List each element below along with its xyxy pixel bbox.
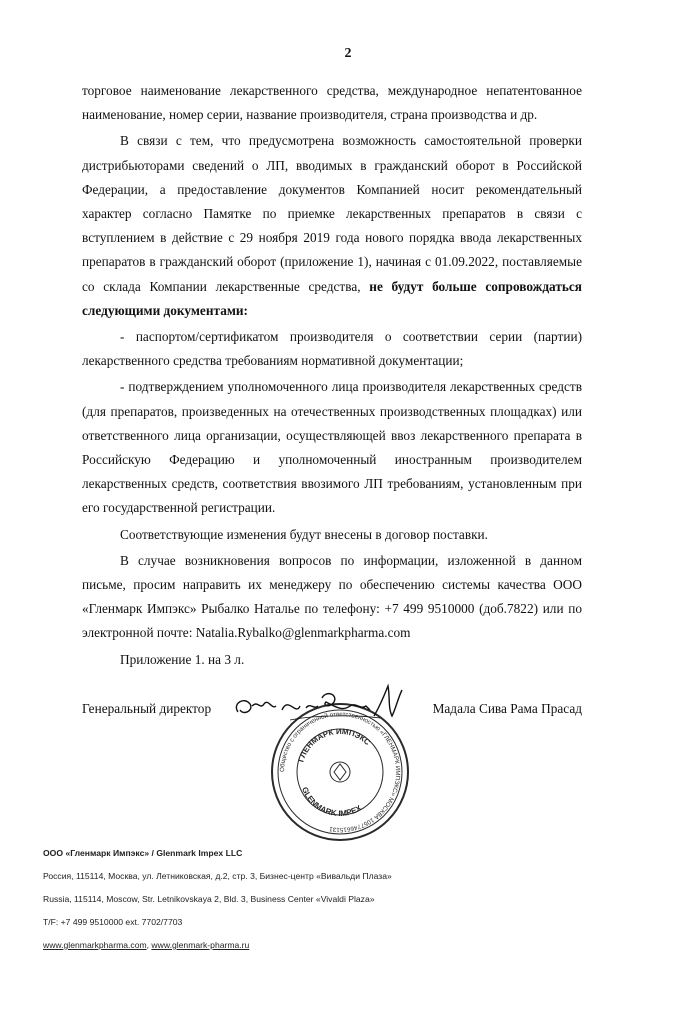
paragraph-5: Соответствующие изменения будут внесены в договор поставки.: [120, 526, 488, 542]
website-link-2[interactable]: www.glenmark-pharma.ru: [151, 940, 250, 950]
page-number: 2: [344, 46, 352, 61]
signature: [230, 676, 410, 736]
paragraph-7: Приложение 1. на 3 л.: [120, 651, 245, 667]
stamp-inner-text-en: GLENMARK IMPEX: [299, 785, 364, 819]
paragraph-2-bold: не будут больше сопровождаться следующими документами:: [82, 278, 583, 318]
stamp-outer-text: Общество с ограниченной ответственностью «ГЛЕНМАРК ИМПЭКС» МОСКВА 1057746615131: [278, 710, 402, 834]
paragraph-6: В случае возникновения вопросов по информации, изложенной в данном письме, просим направить их менеджеру по обеспечению системы качества ООО «Гленмарк Импэкс» Рыбалко Наталье по телефону: +7 499 9510000 (доб.7822) или по электронной почте: Natalia.Rybalko@glenmarkpharma.com: [82, 552, 582, 641]
paragraph-3: - паспортом/сертификатом производителя о соответствии серии (партии) лекарственного средства требованиям нормативной документации;: [82, 329, 582, 369]
footer-company: ООО «Гленмарк Импэкс» / Glenmark Impex LLC: [43, 848, 243, 858]
signatory-name: Мадала Сива Рама Прасад: [432, 701, 582, 716]
website-separator: ,: [146, 940, 152, 950]
signatory-title: Генеральный директор: [82, 701, 212, 716]
website-link-1[interactable]: www.glenmarkpharma.com: [43, 940, 147, 950]
stamp-inner-text: ГЛЕНМАРК ИМПЭКС: [296, 726, 372, 764]
footer-address-en: Russia, 115114, Moscow, Str. Letnikovskaya 2, Bld. 3, Business Center «Vivaldi Plaza»: [43, 894, 375, 904]
footer-websites: [43, 940, 392, 950]
footer-phone: T/F: +7 499 9510000 ext. 7702/7703: [43, 917, 183, 927]
letter-body: [82, 79, 582, 672]
paragraph-4: - подтверждением уполномоченного лица производителя лекарственных средств (для препаратов, произведенных на отечественных производственных площадках) или ответственного лица организации, осуществляющей ввоз лекарственного препарата в Российскую Федерацию и уполномоченный иностранным производителем лекарственных средств, соответствия ввозимого ЛП требованиям, установленным при его государственной регистрации.: [82, 379, 582, 516]
paragraph-1: торговое наименование лекарственного средства, международное непатентованное наименование, номер серии, название производителя, страна производства и др.: [82, 83, 582, 123]
footer-address-ru: Россия, 115114, Москва, ул. Летниковская, д.2, стр. 3, Бизнес-центр «Вивальди Плаза»: [43, 871, 392, 881]
stamp-center-logo: [330, 762, 350, 782]
letter-footer: [43, 848, 392, 963]
paragraph-2: [82, 129, 582, 323]
paragraph-2-text: В связи с тем, что предусмотрена возможность самостоятельной проверки дистрибьюторами сведений о ЛП, вводимых в гражданский оборот в Российской Федерации, а предоставление документов Компанией носит рекомендательный характер согласно Памятке по приемке лекарственных препаратов в связи с вступлением в действие с 29 ноября 2019 года нового порядка ввода лекарственных препаратов в гражданский оборот (приложение 1), начиная с 01.09.2022, поставляемые со склада Компании лекарственные средства,: [82, 133, 582, 294]
